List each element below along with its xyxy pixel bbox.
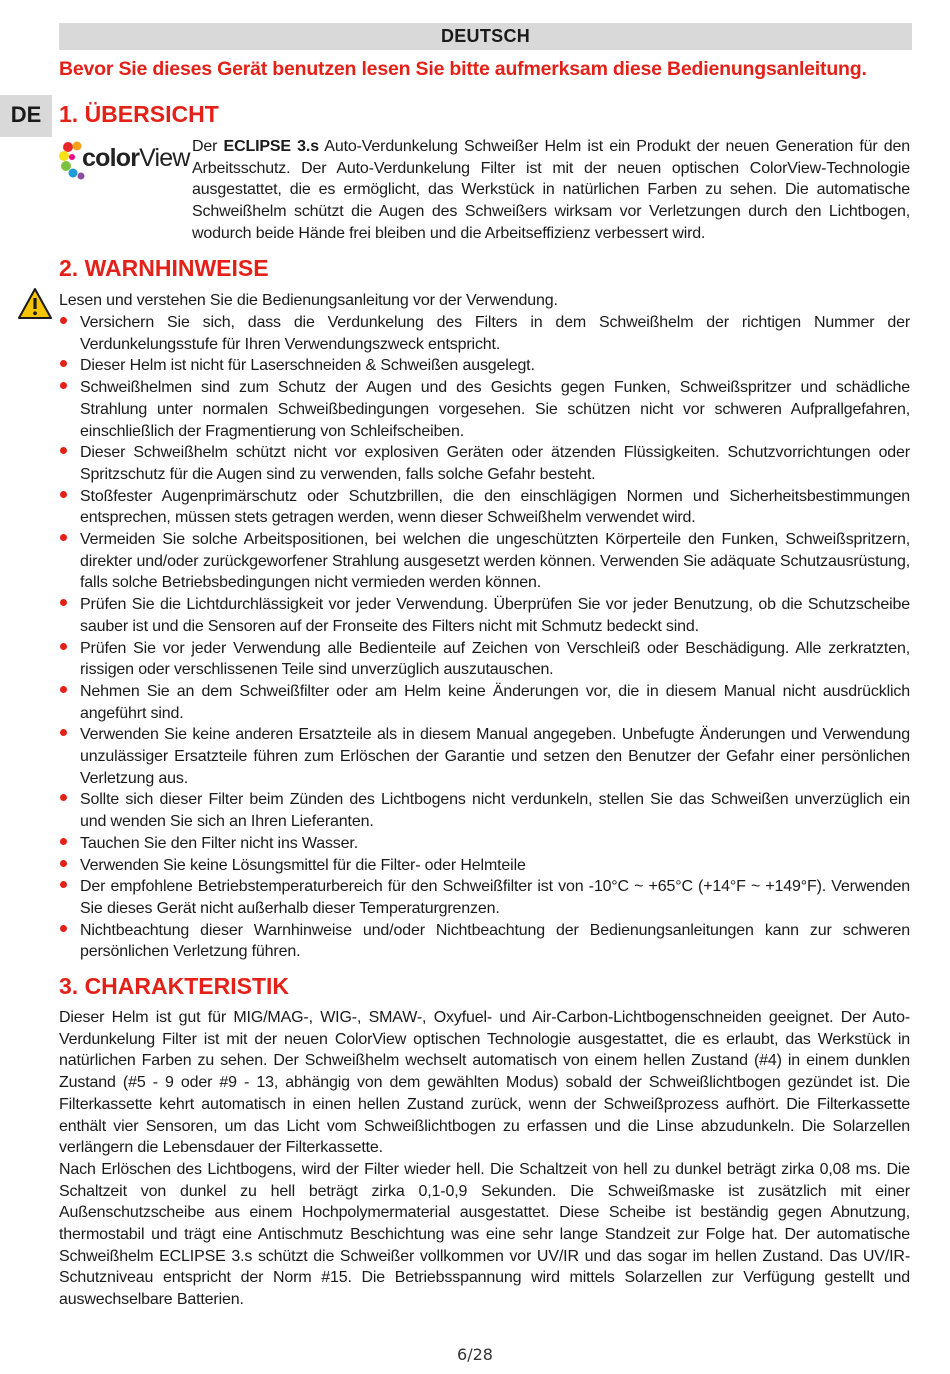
section-3-paragraph-1: Dieser Helm ist gut für MIG/MAG-, WIG-, SMAW-, Oxyfuel- und Air-Carbon-Lichtbogenschneiden geeignet. Der Auto-Verdunkelung Filter ist mit der neuen ColorView optischen Technologie ausgestattet, die es erlaubt, das Werkstück in natürlichen Farben zu sehen. Der Schweißhelm wechselt automatisch von einem hellen Zustand (#4) in einem dunklen Zustand (#5 - 9 oder #9 - 13, abhängig von dem gewählten Modus) sobald der Schweißlichtbogen gezündet ist. Die Filterkassette kehrt automatisch in einen hellen Zustand zurück, wenn der Schweißprozess aufhört. Die Filterkassette enthält vier Sensoren, um das Licht vom Schweißlichtbogen zu erfassen und die Linse abzudunkeln. Die Solarzellen verlängern die Lebensdauer der Filterkassette. (59, 1009, 910, 1157)
list-item: Tauchen Sie den Filter nicht ins Wasser. (59, 833, 910, 855)
list-item: Stoßfester Augenprimärschutz oder Schutzbrillen, die den einschlägigen Normen und Sicherheitsbestimmungen entsprechen, müssen stets getragen werden, wenn dieser Schweißhelm verwendet wird. (59, 486, 910, 529)
warning-lead-text: Lesen und verstehen Sie die Bedienungsanleitung vor der Verwendung. (59, 292, 558, 309)
list-item: Versichern Sie sich, dass die Verdunkelung des Filters in dem Schweißhelm der richtigen Nummer der Verdunkelungsstufe für Ihren Verwendungszweck entspricht. (59, 312, 910, 355)
colorview-logo (58, 138, 190, 184)
list-item: Vermeiden Sie solche Arbeitspositionen, bei welchen die ungeschützten Körperteile den Funken, Schweißspritzern, direkter und/oder zurückgeworfener Strahlung ausgesetzt werden können. Verwenden Sie adäquate Schutzausrüstung, falls solche Betriebsbedingungen nicht vermieden werden können. (59, 529, 910, 594)
list-item: Verwenden Sie keine Lösungsmittel für die Filter- oder Helmteile (59, 855, 910, 877)
product-name: ECLIPSE 3.s (223, 138, 319, 155)
list-item: Sollte sich dieser Filter beim Zünden des Lichtbogens nicht verdunkeln, stellen Sie das Schweißen unverzüglich ein und wenden Sie sich an Ihren Lieferanten. (59, 789, 910, 832)
list-item: Der empfohlene Betriebstemperaturbereich für den Schweißfilter ist von -10°C ~ +65°C (+14°F ~ +149°F). Verwenden Sie dieses Gerät nicht außerhalb dieser Temperaturgrenzen. (59, 876, 910, 919)
section-3-text (59, 1007, 910, 1311)
list-item: Nehmen Sie an dem Schweißfilter oder am Helm keine Änderungen vor, die in diesem Manual nicht ausdrücklich angeführt sind. (59, 681, 910, 724)
language-title: DEUTSCH (440, 26, 531, 46)
language-tab-label: DE (10, 102, 42, 127)
list-item: Nichtbeachtung dieser Warnhinweise und/oder Nichtbeachtung der Bedienungsanleitungen kann zur schweren persönlichen Verletzung führen. (59, 920, 910, 963)
section-2-title: 2. WARNHINWEISE (59, 255, 269, 281)
warning-triangle-icon (17, 287, 53, 321)
language-header-bar (59, 23, 912, 50)
warning-list (59, 312, 910, 963)
colorview-logo-text: colorView (82, 144, 190, 172)
list-item: Prüfen Sie vor jeder Verwendung alle Bedienteile auf Zeichen von Verschleiß oder Beschädigung. Alle zerkratzten, rissigen oder verschlissenen Teile sind unverzüglich auszutauschen. (59, 638, 910, 681)
section-3-paragraph-2: Nach Erlöschen des Lichtbogens, wird der Filter wieder hell. Die Schaltzeit von hell zu dunkel beträgt zirka 0,08 ms. Die Schaltzeit von dunkel zu hell beträgt zirka 0,1-0,9 Sekunden. Die Schweißmaske ist zusätzlich mit einer Außenschutzscheibe aus einem Hochpolymermaterial ausgestattet. Diese Scheibe ist beständig gegen Abnutzung, thermostabil und trägt eine Antischmutz Beschichtung was eine sehr lange Standzeit zur Folge hat. Der automatische Schweißhelm ECLIPSE 3.s schützt die Schweißer vollkommen vor UV/IR und das sogar im hellen Zustand. Das UV/IR-Schutzniveau entspricht der Norm #15. Die Betriebsspannung wird mittels Solarzellen zur Verfügung gestellt und auswechselbare Batterien. (59, 1160, 910, 1309)
section-3-title: 3. CHARAKTERISTIK (59, 973, 290, 999)
list-item: Schweißhelmen sind zum Schutz der Augen und des Gesichts gegen Funken, Schweißspritzer und schädliche Strahlung unter normalen Schweißbedingungen vorgesehen. Sie schützen nicht vor schweren Aufprallgefahren, einschließlich der Fragmentierung von Schleifscheiben. (59, 377, 910, 442)
section-1-text: Der ECLIPSE 3.s Auto-Verdunkelung Schweißer Helm ist ein Produkt der neuen Generation für den Arbeitsschutz. Der Auto-Verdunkelung Filter ist mit der neuen optischen ColorView-Technologie ausgestattet, die es ermöglicht, das Werkstück in natürlichen Farben zu sehen. Die automatische Schweißhelm schützt die Augen des Schweißers wirksam vor Verletzungen durch den Lichtbogen, wodurch beide Hände frei bleiben und die Arbeitseffizienz verbessert wird. (192, 138, 910, 242)
list-item: Dieser Helm ist nicht für Laserschneiden & Schweißen ausgelegt. (59, 355, 910, 377)
list-item: Prüfen Sie die Lichtdurchlässigkeit vor jeder Verwendung. Überprüfen Sie vor jeder Benutzung, ob die Schutzscheibe sauber ist und die Sensoren auf der Fronseite des Filters nicht mit Schmutz bedeckt sind. (59, 594, 910, 637)
page-number: 6/28 (457, 1345, 493, 1364)
language-tab (0, 95, 52, 137)
intro-notice: Bevor Sie dieses Gerät benutzen lesen Sie bitte aufmerksam diese Bedienungsanleitung. (59, 58, 867, 80)
list-item: Verwenden Sie keine anderen Ersatzteile als in diesem Manual angegeben. Unbefugte Änderungen und Verwendung unzulässiger Ersatzteile führen zum Erlöschen der Garantie und setzen den Benutzer der Gefahr einer persönlichen Verletzung aus. (59, 724, 910, 789)
list-item: Dieser Schweißhelm schützt nicht vor explosiven Geräten oder ätzenden Flüssigkeiten. Schutzvorrichtungen oder Spritzschutz für die Augen sind zu verwenden, falls solche Gefahr besteht. (59, 442, 910, 485)
section-1-title: 1. ÜBERSICHT (59, 101, 219, 127)
